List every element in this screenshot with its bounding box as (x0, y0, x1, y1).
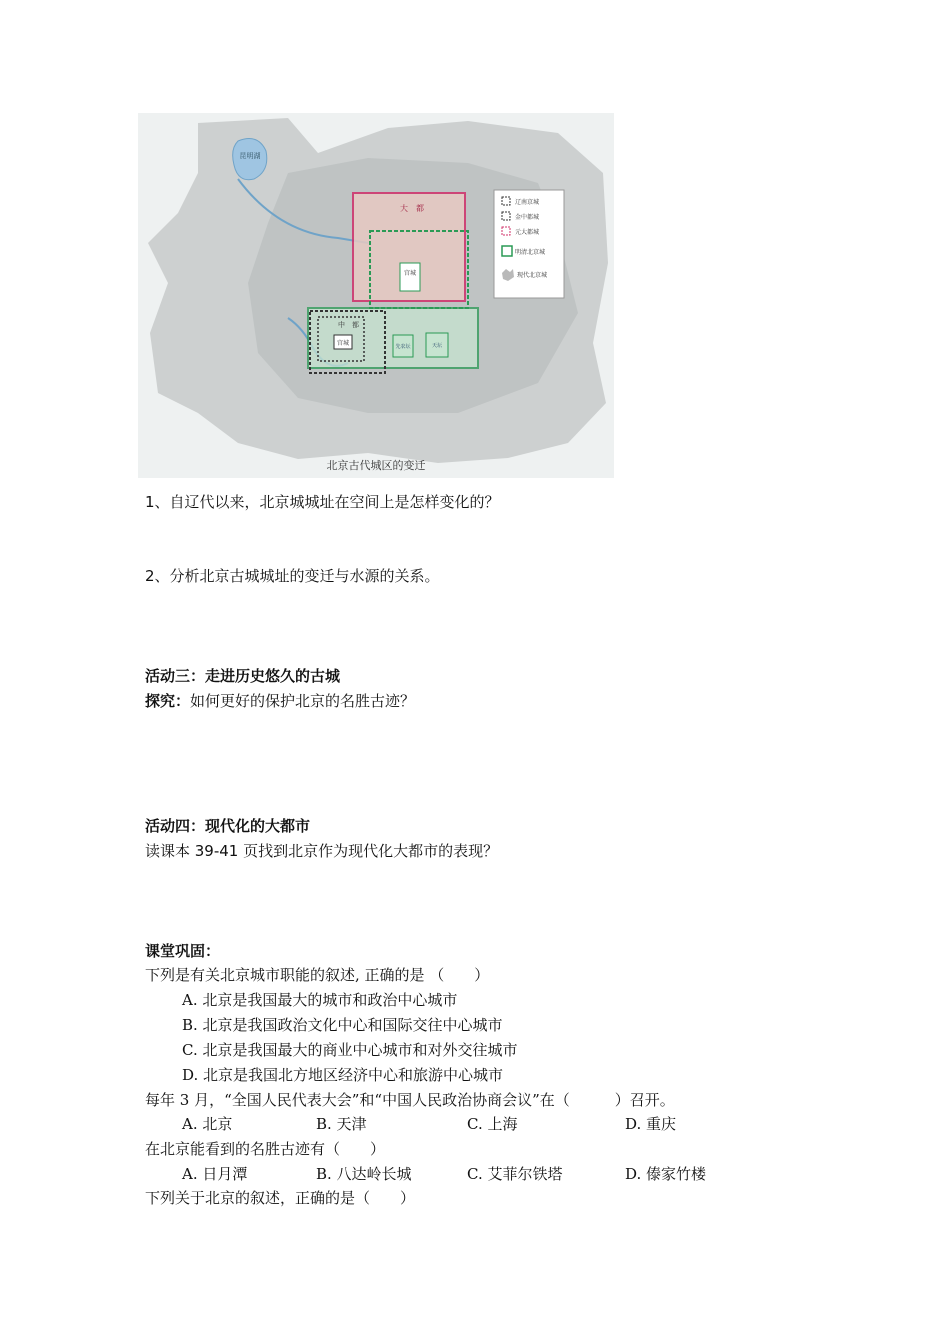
cq1-stem: 下列是有关北京城市职能的叙述, 正确的是 （ ） (145, 966, 490, 984)
cq4-stem: 下列关于北京的叙述，正确的是（ ） (145, 1189, 416, 1207)
legend-item-jin: 金中都城 (515, 214, 540, 221)
map-caption: 北京古代城区的变迁 (326, 459, 426, 472)
map-label-zhongdu: 中 都 (338, 321, 359, 329)
legend-item-mingqing: 明清北京城 (515, 249, 546, 256)
cq3-option-d: D. 傣家竹楼 (625, 1165, 707, 1183)
map-label-xiannongtan: 先农坛 (395, 344, 411, 350)
activity4-text: 读课本 39-41 页找到北京作为现代化大都市的表现？ (145, 842, 499, 860)
cq2-option-c: C. 上海 (467, 1115, 518, 1133)
cq3-stem: 在北京能看到的名胜古迹有（ ） (145, 1140, 386, 1158)
legend-item-yuan: 元大都城 (515, 229, 540, 236)
map-label-dadu: 大 都 (400, 204, 424, 213)
map-label-lake: 昆明湖 (239, 152, 261, 160)
cq2-option-a: A. 北京 (182, 1115, 233, 1133)
consolidation-heading: 课堂巩固： (145, 942, 221, 960)
activity4-heading: 活动四：现代化的大都市 (145, 817, 311, 835)
map-label-palace-jin: 宫城 (336, 340, 350, 347)
map-label-tiantan: 天坛 (431, 343, 443, 349)
cq1-option-b: B. 北京是我国政治文化中心和国际交往中心城市 (182, 1016, 503, 1034)
cq1-option-a: A. 北京是我国最大的城市和政治中心城市 (182, 991, 458, 1009)
cq3-option-c: C. 艾菲尔铁塔 (467, 1165, 563, 1183)
cq1-option-d: D. 北京是我国北方地区经济中心和旅游中心城市 (182, 1066, 504, 1084)
cq1-option-c: C. 北京是我国最大的商业中心城市和对外交往城市 (182, 1041, 518, 1059)
map-legend (494, 190, 564, 298)
cq2-stem: 每年 3 月，“全国人民代表大会”和“中国人民政治协商会议”在（ ）召开。 (145, 1091, 675, 1109)
cq3-option-a: A. 日月潭 (182, 1165, 248, 1183)
cq2-option-d: D. 重庆 (625, 1115, 677, 1133)
beijing-city-change-map (138, 113, 614, 478)
question-2: 2、分析北京古城城址的变迁与水源的关系。 (145, 567, 440, 585)
cq2-option-b: B. 天津 (316, 1115, 367, 1133)
legend-item-liao: 辽南京城 (515, 199, 540, 206)
question-1: 1、自辽代以来，北京城城址在空间上是怎样变化的？ (145, 493, 500, 511)
explore-text: 如何更好的保护北京的名胜古迹？ (190, 692, 416, 710)
activity3-heading: 活动三：走进历史悠久的古城 (145, 667, 341, 685)
activity3-explore (145, 691, 415, 711)
explore-label: 探究： (145, 692, 191, 710)
legend-item-modern: 现代北京城 (517, 272, 548, 279)
map-svg (138, 113, 614, 478)
cq3-option-b: B. 八达岭长城 (316, 1165, 412, 1183)
map-label-palace-yuan: 宫城 (403, 270, 417, 277)
